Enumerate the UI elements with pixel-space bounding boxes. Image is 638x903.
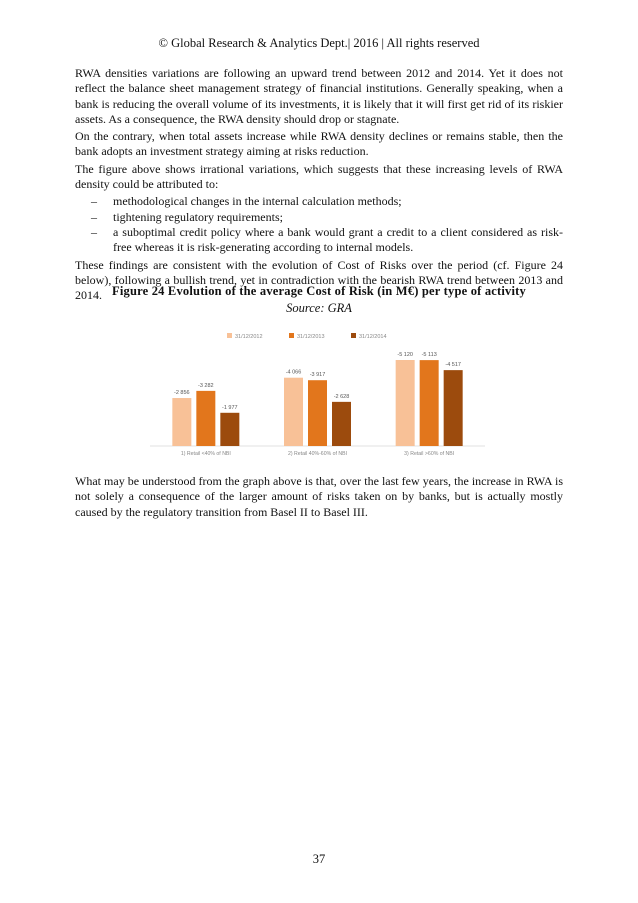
bar: [332, 402, 351, 446]
list-item: [75, 225, 563, 256]
category-label: 3) Retail >60% of NBI: [404, 451, 455, 457]
list-item: [75, 194, 563, 209]
legend-label: 31/12/2012: [235, 334, 263, 340]
bullet-text: methodological changes in the internal calculation methods;: [113, 194, 402, 209]
bar: [220, 413, 239, 446]
legend-swatch: [289, 333, 294, 338]
bar: [444, 370, 463, 446]
bullet-text: a suboptimal credit policy where a bank would grant a credit to a client considered as risk-free whereas it is risk-generating according to internal models.: [113, 224, 563, 255]
bar: [196, 391, 215, 446]
page-number: 37: [312, 852, 326, 866]
dash-bullet-icon: –: [91, 209, 97, 224]
paragraph-2: On the contrary, when total assets increase while RWA density declines or remains stable, then the bank adopts an investment strategy aiming at risks reduction.: [75, 129, 563, 159]
bullet-text: tightening regulatory requirements;: [113, 209, 283, 224]
legend-swatch: [351, 333, 356, 338]
data-label: -1 977: [222, 404, 238, 411]
cost-of-risk-chart: [140, 320, 500, 460]
legend-swatch: [227, 333, 232, 338]
paragraph-4: These findings are consistent with the evolution of Cost of Risks over the period (cf. Figure 24 below), following a bullish trend, yet in contradiction with the bearish RWA trend between 2013 and 2014.: [75, 257, 563, 303]
paragraph-1: RWA densities variations are following an upward trend between 2012 and 2014. Yet it does not reflect the balance sheet management strategy of financial institutions. Generally speaking, when a bank is reducing the overall volume of its investments, it is likely that it will first get rid of its riskier assets. As a consequence, the RWA density should drop or stagnate.: [75, 66, 563, 126]
legend-label: 31/12/2013: [297, 334, 325, 340]
data-label: -4 066: [285, 369, 302, 376]
dash-bullet-icon: –: [91, 224, 97, 239]
paragraph-3: The figure above shows irrational variations, which suggests that these increasing levels of RWA density could be attributed to:: [75, 161, 563, 192]
page-header: © Global Research & Analytics Dept.| 2016 | All rights reserved: [158, 36, 480, 50]
bar: [308, 380, 327, 446]
list-item: [75, 210, 563, 225]
bar: [172, 398, 191, 446]
category-label: 1) Retail <40% of NBI: [180, 451, 231, 457]
data-label: -3 282: [198, 382, 214, 389]
data-label: -5 113: [421, 352, 437, 359]
figure-title: Figure 24 Evolution of the average Cost of Risk (in M€) per type of activity: [112, 284, 526, 298]
data-label: -5 120: [397, 352, 413, 358]
bar: [396, 360, 415, 446]
dash-bullet-icon: –: [91, 194, 97, 209]
body-text: [75, 66, 563, 305]
bullet-list: [75, 194, 563, 255]
data-label: -3 917: [309, 372, 326, 379]
category-label: 2) Retail 40%-60% of NBI: [287, 451, 348, 457]
figure-source: Source: GRA: [286, 301, 352, 315]
conclusion-paragraph: What may be understood from the graph above is that, over the last few years, the increase in RWA is not solely a consequence of the larger amount of risks taken on by banks, but is actually mostly caused by the regulatory transition from Basel II to Basel III.: [75, 474, 563, 519]
data-label: -4 517: [445, 362, 461, 369]
bar: [420, 360, 439, 446]
legend-label: 31/12/2014: [359, 334, 387, 340]
data-label: -2 628: [333, 393, 350, 400]
data-label: -2 856: [174, 390, 190, 397]
bar: [284, 378, 303, 446]
